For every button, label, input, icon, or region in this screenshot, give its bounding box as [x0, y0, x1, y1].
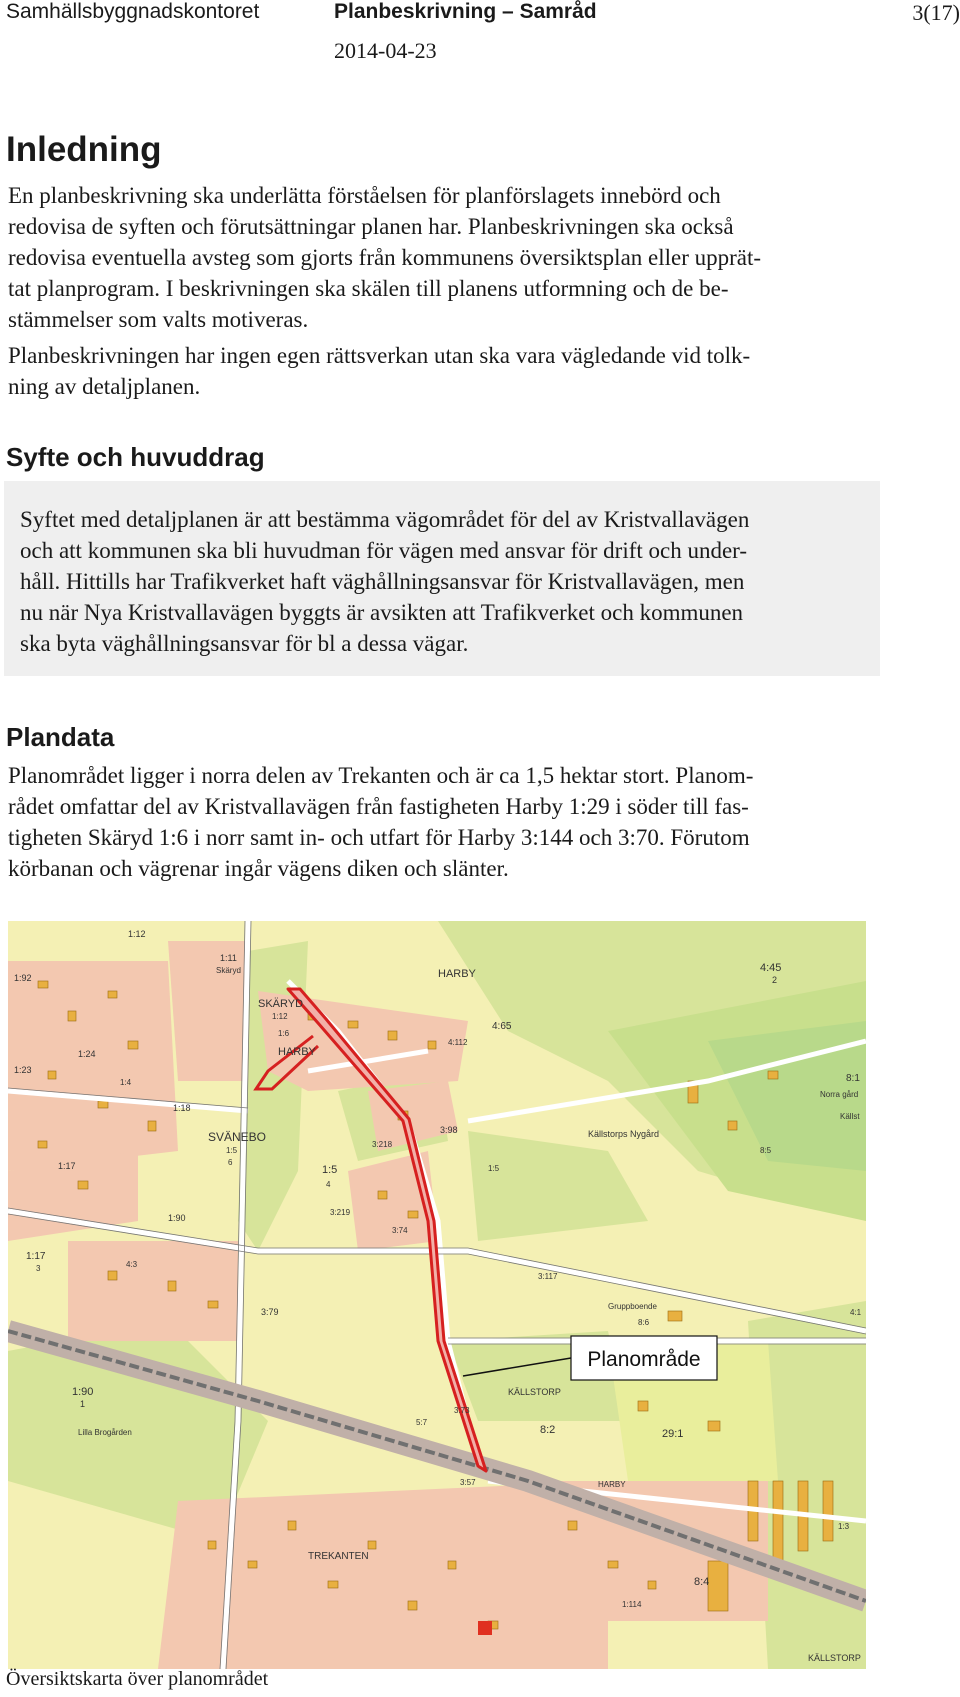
text-line: nu när Nya Kristvallavägen byggts är avsikten att Trafikverket och kommunen — [20, 600, 744, 625]
parcel-label: Skäryd — [216, 966, 241, 975]
parcel-label: 8:1 — [846, 1073, 860, 1084]
parcel-label: 1 — [80, 1399, 86, 1409]
text-line: rådet omfattar del av Kristvallavägen från fastigheten Harby 1:29 i söder till fas- — [8, 794, 749, 819]
parcel-label: 1:24 — [78, 1049, 96, 1059]
text-line: ning av detaljplanen. — [8, 374, 201, 399]
parcel-label: 8:4 — [694, 1576, 710, 1588]
parcel-label: 3:79 — [261, 1307, 279, 1317]
text-line: tat planprogram. I beskrivningen ska skälen till planens utformning och de be- — [8, 276, 729, 301]
building-red — [478, 1621, 492, 1635]
parcel-label: 4:1 — [850, 1308, 862, 1317]
text-line: körbanan och vägrenar ingår vägens diken och slänter. — [8, 856, 509, 881]
place-label: Gruppboende — [608, 1302, 657, 1311]
parcel-label: 3:74 — [392, 1226, 408, 1235]
parcel-label: 3:73 — [454, 1406, 470, 1415]
parcel-label: 1:11 — [220, 953, 237, 963]
parcel-label: 3:219 — [330, 1208, 351, 1217]
text-line: och att kommunen ska bli huvudman för vägen med ansvar för drift och under- — [20, 538, 748, 563]
text-line: håll. Hittills har Trafikverket haft väghållningsansvar för Kristvallavägen, men — [20, 569, 745, 594]
parcel-label: 1:3 — [838, 1522, 850, 1531]
place-label: KÄLLSTORP — [508, 1387, 561, 1397]
place-label: Källst — [840, 1112, 860, 1121]
text-line: Planbeskrivningen har ingen egen rättsverkan utan ska vara vägledande vid tolk- — [8, 343, 751, 368]
place-label: Norra gård — [820, 1090, 859, 1099]
syfte-paragraph — [20, 504, 749, 659]
parcel-label: 8:5 — [760, 1146, 772, 1155]
heading-plandata: Plandata — [6, 722, 115, 752]
header-org: Samhällsbyggnadskontoret — [6, 0, 260, 23]
parcel-label: 4:112 — [448, 1038, 468, 1047]
text-line: tigheten Skäryd 1:6 i norr samt in- och utfart för Harby 3:144 och 3:70. Förutom — [8, 825, 750, 850]
parcel-label: 2 — [772, 975, 778, 985]
parcel-label: 1:4 — [120, 1078, 132, 1087]
parcel-label: 8:2 — [540, 1424, 556, 1436]
residential-area — [8, 961, 178, 1171]
parcel-label: 3 — [36, 1264, 41, 1273]
page-number: 3(17) — [912, 0, 960, 25]
place-label: HARBY — [278, 1046, 316, 1058]
text-line: Planområdet ligger i norra delen av Trekanten och är ca 1,5 hektar stort. Planom- — [8, 763, 754, 788]
callout-label: Planområde — [587, 1348, 701, 1371]
parcel-label: 3:57 — [460, 1478, 476, 1487]
heading-inledning: Inledning — [6, 130, 162, 169]
parcel-label: 1:90 — [72, 1386, 94, 1398]
parcel-label: 1:12 — [128, 929, 146, 939]
place-label: KÄLLSTORP — [808, 1653, 861, 1663]
residential-area — [68, 1241, 238, 1341]
overview-map — [8, 921, 866, 1669]
header-date: 2014-04-23 — [334, 38, 437, 63]
place-label: Lilla Brogården — [78, 1428, 132, 1437]
parcel-label: 3:98 — [440, 1125, 458, 1135]
parcel-label: 29:1 — [662, 1428, 684, 1440]
parcel-label: 1:90 — [168, 1213, 186, 1223]
place-label: SVÄNEBO — [208, 1130, 267, 1144]
parcel-label: 1:5 — [322, 1164, 338, 1176]
parcel-label: 4 — [326, 1180, 331, 1189]
plandata-paragraph — [8, 760, 753, 884]
parcel-label: 1:23 — [14, 1065, 32, 1075]
parcel-label: 4:65 — [492, 1021, 512, 1032]
place-label: SKÄRYD — [258, 998, 304, 1010]
map-caption: Översiktskarta över planområdet — [6, 1668, 269, 1690]
parcel-label: 3:218 — [372, 1140, 393, 1149]
place-label: TREKANTEN — [308, 1551, 369, 1562]
parcel-label: 8:6 — [638, 1318, 650, 1327]
place-label: HARBY — [598, 1480, 626, 1489]
parcel-label: 5:7 — [416, 1418, 428, 1427]
parcel-label: 1:5 — [488, 1164, 500, 1173]
intro-paragraph-2 — [8, 340, 750, 402]
text-line: Syftet med detaljplanen är att bestämma vägområdet för del av Kristvallavägen — [20, 507, 750, 532]
parcel-label: 1:17 — [26, 1251, 46, 1262]
heading-syfte: Syfte och huvuddrag — [6, 442, 265, 472]
text-line: ska byta väghållningsansvar för bl a dessa vägar. — [20, 631, 469, 656]
parcel-label: 1:6 — [278, 1029, 290, 1038]
parcel-label: 1:17 — [58, 1161, 76, 1171]
parcel-label: 1:114 — [622, 1600, 642, 1609]
parcel-label: 1:5 — [226, 1146, 238, 1155]
text-line: En planbeskrivning ska underlätta förståelsen för planförslagets innebörd och — [8, 183, 721, 208]
intro-paragraph-1 — [8, 180, 761, 335]
place-label: Källstorps Nygård — [588, 1129, 660, 1139]
text-line: redovisa de syften och förutsättningar planen har. Planbeskrivningen ska också — [8, 214, 734, 239]
place-label: HARBY — [438, 968, 476, 980]
parcel-label: 4:3 — [126, 1260, 138, 1269]
parcel-label: 4:45 — [760, 962, 782, 974]
text-line: redovisa eventuella avsteg som gjorts från kommunens översiktsplan eller upprät- — [8, 245, 762, 270]
parcel-label: 6 — [228, 1158, 233, 1167]
parcel-label: 1:92 — [14, 973, 32, 983]
parcel-label: 3:117 — [538, 1272, 558, 1281]
parcel-label: 1:18 — [173, 1103, 191, 1113]
parcel-label: 1:12 — [272, 1012, 288, 1021]
text-line: stämmelser som valts motiveras. — [8, 307, 309, 332]
header-title: Planbeskrivning – Samråd — [334, 0, 597, 23]
